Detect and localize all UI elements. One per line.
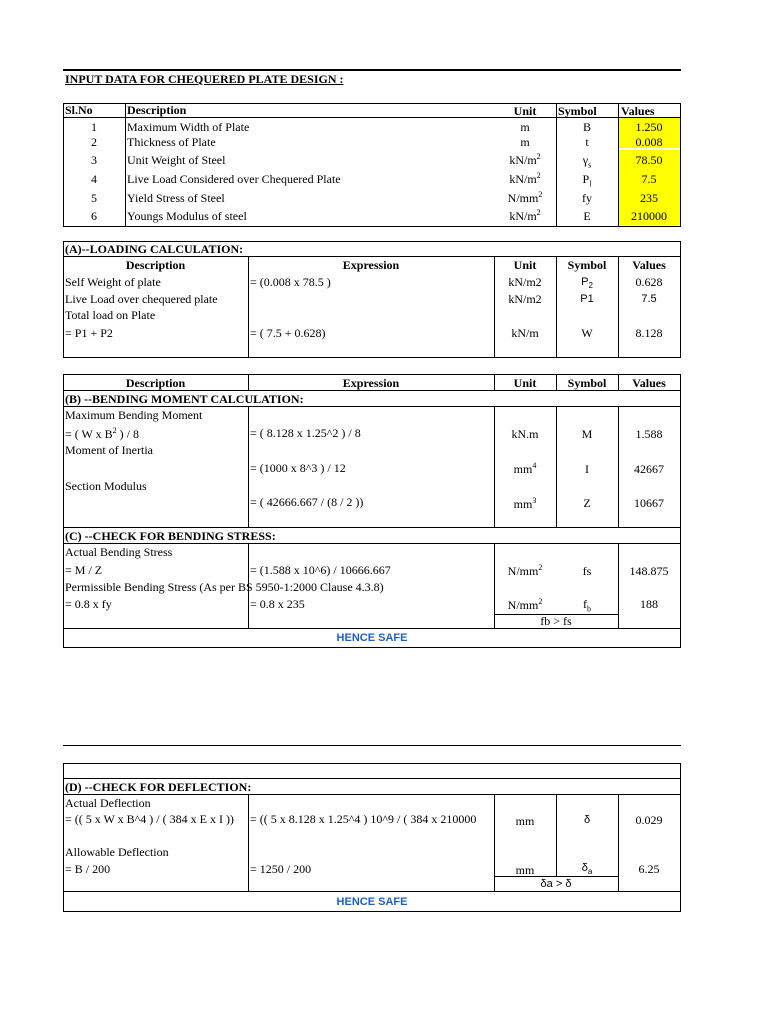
page-title: INPUT DATA FOR CHEQUERED PLATE DESIGN : — [65, 72, 344, 86]
header-unit: Unit — [513, 104, 537, 118]
row-6-unit: $kN/m^2$ — [509, 208, 541, 223]
actual-stress-val: 148.875 — [629, 564, 669, 578]
actual-deflection-unit: mm — [515, 814, 535, 828]
section-a-header-description: Description — [125, 258, 186, 272]
section-a-header-unit: Unit — [513, 258, 537, 272]
row-4-val: 7.5 — [641, 172, 657, 186]
self-weight-unit: kN/m2 — [508, 275, 542, 289]
actual-deflection-formula: = (( 5 x W x B^4 ) / ( 384 x E x I )) — [65, 812, 234, 826]
actual-stress-expr: = (1.588 x 10^6) / 10666.667 — [250, 563, 391, 577]
header-slno: Sl.No — [65, 103, 93, 117]
header-description: Description — [127, 103, 187, 117]
permissible-stress-expr: = 0.8 x 235 — [250, 597, 305, 611]
actual-deflection-expr: = (( 5 x 8.128 x 1.25^4 ) 10^9 / ( 384 x 210000 — [250, 812, 477, 826]
title-rule — [63, 69, 681, 71]
row-2-unit: m — [520, 135, 530, 149]
live-load-label: Live Load over chequered plate — [65, 292, 218, 306]
actual-stress-label: Actual Bending Stress — [65, 545, 173, 559]
deflection-result: HENCE SAFE — [336, 896, 408, 908]
row-1-no: 1 — [91, 120, 97, 134]
row-3-no: 3 — [91, 153, 97, 167]
total-load-val: 8.128 — [635, 326, 663, 340]
allowable-deflection-label: Allowable Deflection — [65, 845, 169, 859]
modulus-sym: Z — [583, 496, 591, 510]
permissible-stress-unit: $N/mm^2$ — [507, 597, 543, 612]
permissible-stress-formula: = 0.8 x fy — [65, 597, 112, 611]
row-3-val: 78.50 — [635, 153, 663, 167]
stress-result: HENCE SAFE — [336, 632, 408, 644]
section-b-header-unit: Unit — [513, 376, 537, 390]
row-5-desc: Yield Stress of Steel — [127, 191, 225, 205]
deflection-check: δa > δ — [540, 878, 572, 890]
permissible-stress-val: 188 — [640, 597, 658, 611]
max-bm-val: 1.588 — [635, 427, 663, 441]
actual-deflection-val: 0.029 — [635, 813, 663, 827]
allowable-deflection-formula: = B / 200 — [65, 862, 111, 876]
section-b-header-values: Values — [632, 376, 666, 390]
row-4-no: 4 — [91, 172, 97, 186]
inertia-sym: I — [585, 462, 589, 476]
row-1-desc: Maximum Width of Plate — [127, 120, 250, 134]
total-load-formula: = P1 + P2 — [65, 326, 113, 340]
actual-deflection-label: Actual Deflection — [65, 796, 151, 810]
max-bm-sym: M — [581, 427, 593, 441]
section-b-title: (B) --BENDING MOMENT CALCULATION: — [65, 392, 304, 406]
inertia-expr: = (1000 x 8^3 ) / 12 — [250, 461, 346, 475]
inertia-val: 42667 — [634, 462, 664, 476]
inertia-unit: $mm^4$ — [513, 461, 537, 476]
modulus-label: Section Modulus — [65, 479, 147, 493]
self-weight-expr: = (0.008 x 78.5 ) — [250, 275, 331, 289]
max-bm-expr: = ( 8.128 x 1.25^2 ) / 8 — [250, 426, 361, 440]
live-load-sym: P1 — [580, 293, 594, 305]
actual-stress-unit: $N/mm^2$ — [507, 563, 543, 578]
actual-deflection-sym: δ — [583, 814, 591, 826]
row-2-val: 0.008 — [635, 135, 663, 149]
section-a-header-symbol: Symbol — [567, 258, 607, 272]
modulus-val: 10667 — [634, 496, 664, 510]
section-b-header-symbol: Symbol — [567, 376, 607, 390]
section-a-title: (A)--LOADING CALCULATION: — [65, 242, 244, 256]
row-5-no: 5 — [91, 191, 97, 205]
allowable-deflection-sym: $\delta_a$ — [581, 862, 593, 877]
row-5-sym: fy — [582, 191, 592, 205]
section-c-title: (C) --CHECK FOR BENDING STRESS: — [65, 529, 276, 543]
self-weight-label: Self Weight of plate — [65, 275, 161, 289]
actual-stress-sym: fs — [582, 564, 592, 578]
actual-stress-formula: = M / Z — [65, 563, 103, 577]
section-a-header-expression: Expression — [342, 258, 400, 272]
total-load-unit: kN/m — [511, 326, 539, 340]
row-1-sym: B — [582, 120, 591, 134]
row-1-val: 1.250 — [635, 120, 663, 134]
total-load-label: Total load on Plate — [65, 308, 156, 322]
max-bm-formula: = ( W x $B^2$ ) / 8 — [65, 426, 140, 441]
self-weight-val: 0.628 — [635, 275, 663, 289]
row-3-unit: $kN/m^2$ — [509, 152, 541, 167]
section-d-title: (D) --CHECK FOR DEFLECTION: — [65, 780, 252, 794]
allowable-deflection-expr: = 1250 / 200 — [250, 862, 312, 876]
permissible-stress-label: Permissible Bending Stress (As per BS 5950-1:2000 Clause 4.3.8) — [65, 580, 384, 594]
row-5-unit: $N/mm^2$ — [507, 190, 543, 205]
section-a-header-values: Values — [632, 258, 666, 272]
row-6-desc: Youngs Modulus of steel — [127, 209, 247, 223]
header-values: Values — [621, 104, 655, 118]
modulus-unit: $mm^3$ — [513, 496, 537, 511]
allowable-deflection-unit: mm — [515, 863, 535, 877]
row-2-desc: Thickness of Plate — [127, 135, 216, 149]
total-load-sym: W — [581, 326, 593, 340]
row-6-no: 6 — [91, 209, 97, 223]
row-4-desc: Live Load Considered over Chequered Plate — [127, 172, 341, 186]
row-2-no: 2 — [91, 135, 97, 149]
live-load-val: 7.5 — [641, 293, 657, 305]
row-1-unit: m — [520, 120, 530, 134]
modulus-expr: = ( 42666.667 / (8 / 2 )) — [250, 495, 364, 509]
header-symbol: Symbol — [558, 104, 597, 118]
inertia-label: Moment of Inertia — [65, 443, 153, 457]
section-b-header-description: Description — [125, 376, 186, 390]
section-b-header-expression: Expression — [342, 376, 400, 390]
row-3-desc: Unit Weight of Steel — [127, 153, 226, 167]
permissible-stress-sym: $f_b$ — [583, 597, 591, 614]
row-6-val: 210000 — [631, 209, 667, 223]
row-4-unit: $kN/m^2$ — [509, 171, 541, 186]
row-4-sym: $P_l$ — [582, 172, 592, 189]
self-weight-sym: $P_2$ — [581, 276, 593, 291]
row-6-sym: E — [583, 209, 591, 223]
row-3-sym: $\gamma_s$ — [582, 153, 592, 170]
max-bm-label: Maximum Bending Moment — [65, 408, 203, 422]
row-2-sym: t — [585, 135, 589, 149]
live-load-unit: kN/m2 — [508, 292, 542, 306]
stress-check: fb > fs — [540, 614, 572, 628]
row-5-val: 235 — [640, 191, 658, 205]
total-load-expr: = ( 7.5 + 0.628) — [250, 326, 326, 340]
section-separator — [63, 745, 681, 746]
max-bm-unit: kN.m — [511, 427, 539, 441]
allowable-deflection-val: 6.25 — [638, 862, 660, 876]
